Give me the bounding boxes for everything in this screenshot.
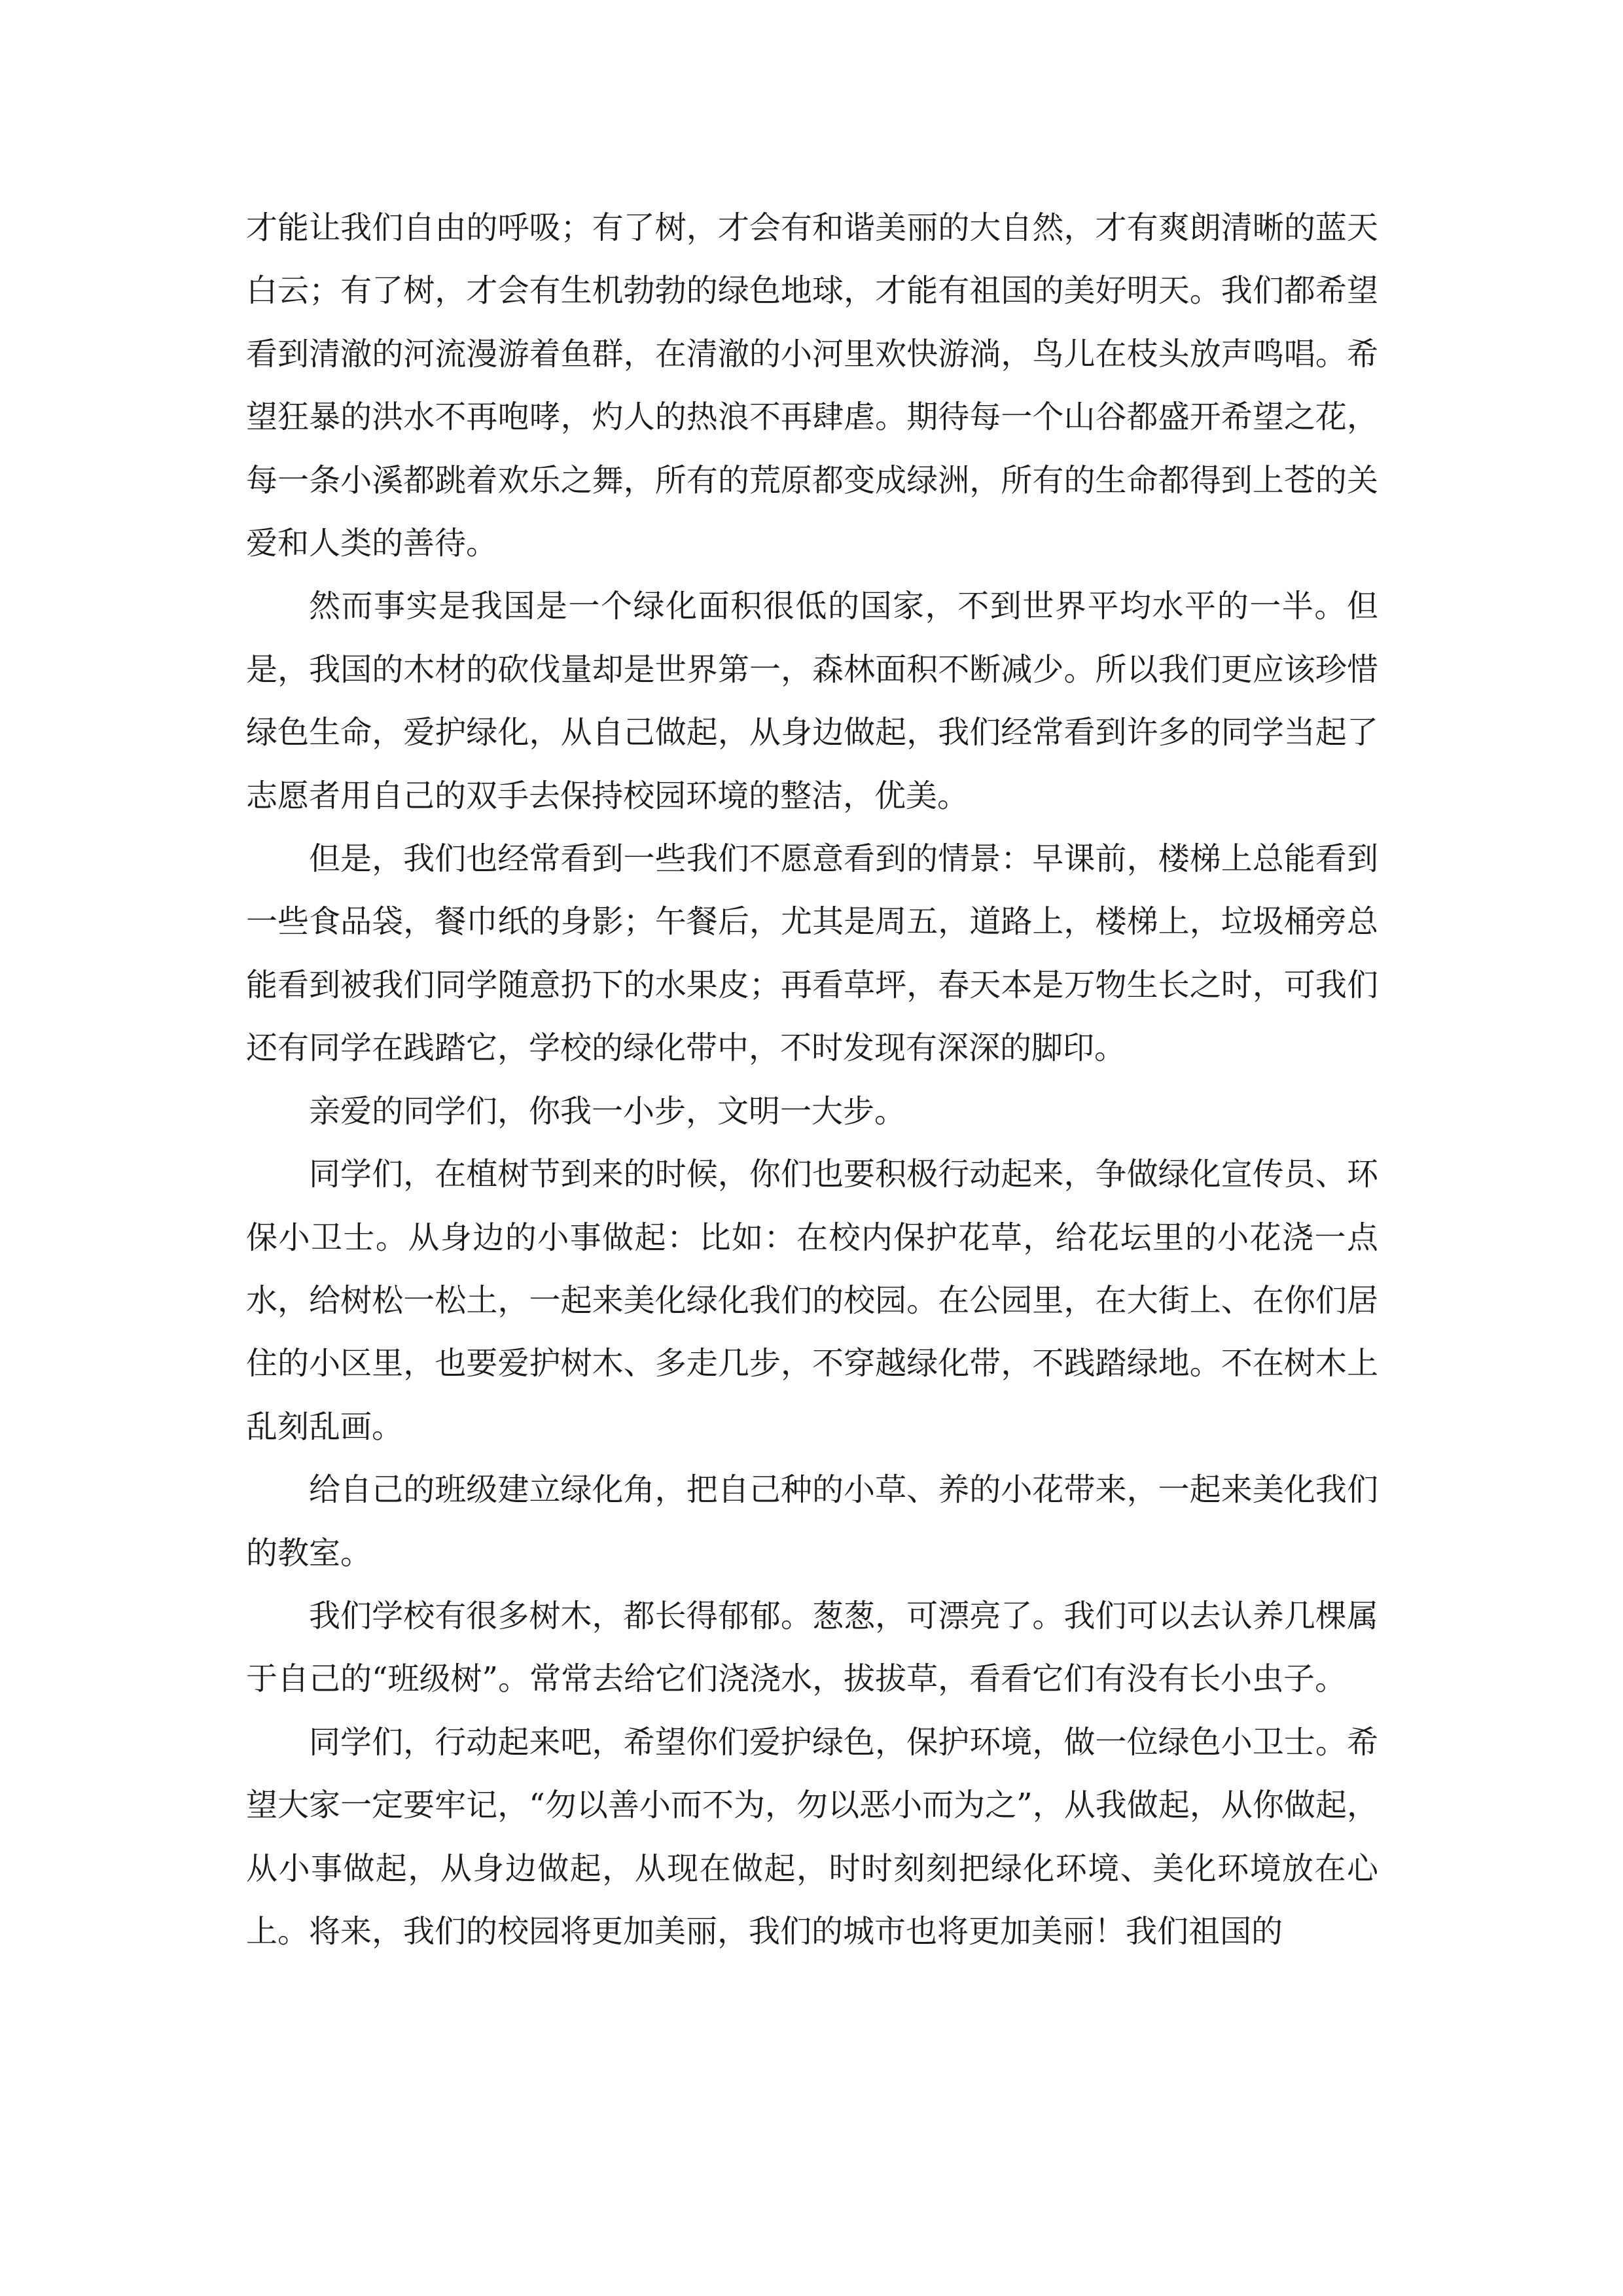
paragraph-7: 我们学校有很多树木，都长得郁郁。葱葱，可漂亮了。我们可以去认养几棵属于自己的“班级树”。常常去给它们浇浇水，拔拔草，看看它们有没有长小虫子。	[246, 1597, 1378, 1698]
paragraph-3: 但是，我们也经常看到一些我们不愿意看到的情景：早课前，楼梯上总能看到一些食品袋，餐巾纸的身影；午餐后，尤其是周五，道路上，楼梯上，垃圾桶旁总能看到被我们同学随意扔下的水果皮；再看草坪，春天本是万物生长之时，可我们还有同学在践踏它，学校的绿化带中，不时发现有深深的脚印。	[246, 840, 1378, 1067]
paragraph-1: 才能让我们自由的呼吸；有了树，才会有和谐美丽的大自然，才有爽朗清晰的蓝天白云；有了树，才会有生机勃勃的绿色地球，才能有祖国的美好明天。我们都希望看到清澈的河流漫游着鱼群，在清澈的小河里欢快游淌，鸟儿在枝头放声鸣唱。希望狂暴的洪水不再咆哮，灼人的热浪不再肆虐。期待每一个山谷都盛开希望之花，每一条小溪都跳着欢乐之舞，所有的荒原都变成绿洲，所有的生命都得到上苍的关爱和人类的善待。	[246, 209, 1378, 562]
paragraph-6: 给自己的班级建立绿化角，把自己种的小草、养的小花带来，一起来美化我们的教室。	[246, 1471, 1378, 1571]
paragraph-5: 同学们，在植树节到来的时候，你们也要积极行动起来，争做绿化宣传员、环保小卫士。从身边的小事做起：比如：在校内保护花草，给花坛里的小花浇一点水，给树松一松土，一起来美化绿化我们的校园。在公园里，在大街上、在你们居住的小区里，也要爱护树木、多走几步，不穿越绿化带，不践踏绿地。不在树木上乱刻乱画。	[246, 1156, 1378, 1445]
paragraph-4: 亲爱的同学们，你我一小步，文明一大步。	[309, 1092, 906, 1130]
paragraph-2: 然而事实是我国是一个绿化面积很低的国家，不到世界平均水平的一半。但是，我国的木材的砍伐量却是世界第一，森林面积不断减少。所以我们更应该珍惜绿色生命，爱护绿化，从自己做起，从身边做起，我们经常看到许多的同学当起了志愿者用自己的双手去保持校园环境的整洁，优美。	[246, 588, 1378, 814]
paragraph-8: 同学们，行动起来吧，希望你们爱护绿色，保护环境，做一位绿色小卫士。希望大家一定要牢记，“勿以善小而不为，勿以恶小而为之”，从我做起，从你做起，从小事做起，从身边做起，从现在做起，时时刻刻把绿化环境、美化环境放在心上。将来，我们的校园将更加美丽，我们的城市也将更加美丽！我们祖国的	[246, 1723, 1378, 1950]
document-body	[246, 196, 1378, 1963]
